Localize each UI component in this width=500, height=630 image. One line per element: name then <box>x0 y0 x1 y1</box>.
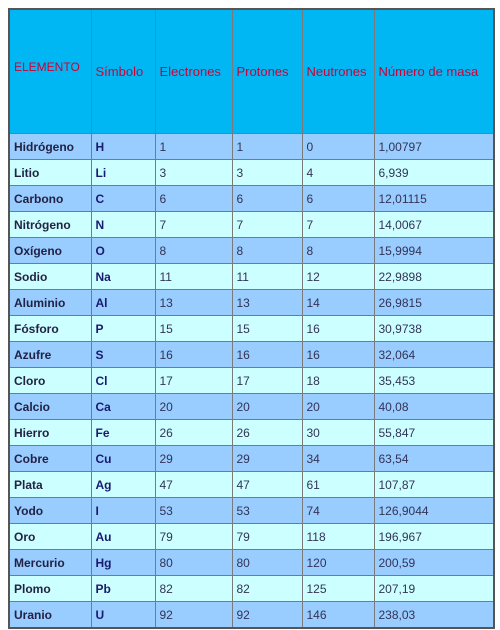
neutrons-cell: 12 <box>302 264 374 290</box>
mass-number-cell: 196,967 <box>374 524 494 550</box>
table-row <box>9 420 494 446</box>
neutrons-cell: 0 <box>302 134 374 160</box>
element-symbol-cell: Ca <box>91 394 155 420</box>
electrons-cell: 11 <box>155 264 232 290</box>
protons-cell: 6 <box>232 186 302 212</box>
table-row <box>9 290 494 316</box>
mass-number-cell: 12,01115 <box>374 186 494 212</box>
protons-cell: 1 <box>232 134 302 160</box>
protons-cell: 11 <box>232 264 302 290</box>
element-name-cell: Mercurio <box>9 550 91 576</box>
element-name-cell: Nitrógeno <box>9 212 91 238</box>
element-name-cell: Uranio <box>9 602 91 629</box>
table-row <box>9 238 494 264</box>
table-header <box>9 9 494 134</box>
element-name-cell: Calcio <box>9 394 91 420</box>
element-symbol-cell: H <box>91 134 155 160</box>
electrons-cell: 26 <box>155 420 232 446</box>
header-electrons: Electrones <box>155 9 232 134</box>
element-name-cell: Litio <box>9 160 91 186</box>
mass-number-cell: 1,00797 <box>374 134 494 160</box>
neutrons-cell: 4 <box>302 160 374 186</box>
mass-number-cell: 22,9898 <box>374 264 494 290</box>
header-mass-number: Número de masa <box>374 9 494 134</box>
electrons-cell: 82 <box>155 576 232 602</box>
electrons-cell: 80 <box>155 550 232 576</box>
element-symbol-cell: Li <box>91 160 155 186</box>
table-row <box>9 498 494 524</box>
mass-number-cell: 35,453 <box>374 368 494 394</box>
neutrons-cell: 20 <box>302 394 374 420</box>
table-row <box>9 160 494 186</box>
table-row <box>9 342 494 368</box>
table-row <box>9 446 494 472</box>
neutrons-cell: 7 <box>302 212 374 238</box>
element-name-cell: Carbono <box>9 186 91 212</box>
electrons-cell: 16 <box>155 342 232 368</box>
table-row <box>9 602 494 629</box>
neutrons-cell: 16 <box>302 342 374 368</box>
neutrons-cell: 30 <box>302 420 374 446</box>
mass-number-cell: 6,939 <box>374 160 494 186</box>
protons-cell: 20 <box>232 394 302 420</box>
protons-cell: 26 <box>232 420 302 446</box>
protons-cell: 8 <box>232 238 302 264</box>
neutrons-cell: 6 <box>302 186 374 212</box>
element-name-cell: Oro <box>9 524 91 550</box>
table-row <box>9 186 494 212</box>
neutrons-cell: 74 <box>302 498 374 524</box>
element-symbol-cell: Cl <box>91 368 155 394</box>
mass-number-cell: 126,9044 <box>374 498 494 524</box>
electrons-cell: 29 <box>155 446 232 472</box>
electrons-cell: 17 <box>155 368 232 394</box>
electrons-cell: 3 <box>155 160 232 186</box>
neutrons-cell: 8 <box>302 238 374 264</box>
neutrons-cell: 146 <box>302 602 374 629</box>
elements-table <box>8 8 495 629</box>
element-name-cell: Azufre <box>9 342 91 368</box>
electrons-cell: 13 <box>155 290 232 316</box>
protons-cell: 53 <box>232 498 302 524</box>
mass-number-cell: 14,0067 <box>374 212 494 238</box>
electrons-cell: 92 <box>155 602 232 629</box>
mass-number-cell: 207,19 <box>374 576 494 602</box>
table-row <box>9 524 494 550</box>
protons-cell: 80 <box>232 550 302 576</box>
mass-number-cell: 15,9994 <box>374 238 494 264</box>
element-symbol-cell: Ag <box>91 472 155 498</box>
table-row <box>9 394 494 420</box>
electrons-cell: 7 <box>155 212 232 238</box>
table-row <box>9 576 494 602</box>
electrons-cell: 47 <box>155 472 232 498</box>
neutrons-cell: 120 <box>302 550 374 576</box>
element-symbol-cell: Pb <box>91 576 155 602</box>
protons-cell: 13 <box>232 290 302 316</box>
element-symbol-cell: S <box>91 342 155 368</box>
element-symbol-cell: U <box>91 602 155 629</box>
element-name-cell: Fósforo <box>9 316 91 342</box>
element-symbol-cell: N <box>91 212 155 238</box>
electrons-cell: 8 <box>155 238 232 264</box>
table-row <box>9 134 494 160</box>
element-symbol-cell: Al <box>91 290 155 316</box>
element-name-cell: Sodio <box>9 264 91 290</box>
element-name-cell: Yodo <box>9 498 91 524</box>
element-name-cell: Plata <box>9 472 91 498</box>
element-symbol-cell: Au <box>91 524 155 550</box>
protons-cell: 7 <box>232 212 302 238</box>
header-neutrons: Neutrones <box>302 9 374 134</box>
protons-cell: 47 <box>232 472 302 498</box>
element-name-cell: Aluminio <box>9 290 91 316</box>
electrons-cell: 1 <box>155 134 232 160</box>
element-name-cell: Hierro <box>9 420 91 446</box>
element-name-cell: Oxígeno <box>9 238 91 264</box>
element-symbol-cell: P <box>91 316 155 342</box>
mass-number-cell: 30,9738 <box>374 316 494 342</box>
table-row <box>9 550 494 576</box>
element-symbol-cell: C <box>91 186 155 212</box>
protons-cell: 15 <box>232 316 302 342</box>
neutrons-cell: 125 <box>302 576 374 602</box>
neutrons-cell: 118 <box>302 524 374 550</box>
protons-cell: 92 <box>232 602 302 629</box>
neutrons-cell: 34 <box>302 446 374 472</box>
element-symbol-cell: Hg <box>91 550 155 576</box>
header-row <box>9 9 494 134</box>
table-row <box>9 368 494 394</box>
neutrons-cell: 61 <box>302 472 374 498</box>
element-symbol-cell: Na <box>91 264 155 290</box>
neutrons-cell: 18 <box>302 368 374 394</box>
neutrons-cell: 14 <box>302 290 374 316</box>
element-symbol-cell: Fe <box>91 420 155 446</box>
protons-cell: 16 <box>232 342 302 368</box>
protons-cell: 29 <box>232 446 302 472</box>
mass-number-cell: 26,9815 <box>374 290 494 316</box>
electrons-cell: 79 <box>155 524 232 550</box>
mass-number-cell: 32,064 <box>374 342 494 368</box>
header-protons: Protones <box>232 9 302 134</box>
header-symbol: Símbolo <box>91 9 155 134</box>
element-name-cell: Cloro <box>9 368 91 394</box>
mass-number-cell: 40,08 <box>374 394 494 420</box>
mass-number-cell: 55,847 <box>374 420 494 446</box>
electrons-cell: 53 <box>155 498 232 524</box>
mass-number-cell: 238,03 <box>374 602 494 629</box>
neutrons-cell: 16 <box>302 316 374 342</box>
electrons-cell: 20 <box>155 394 232 420</box>
mass-number-cell: 200,59 <box>374 550 494 576</box>
protons-cell: 17 <box>232 368 302 394</box>
table-row <box>9 212 494 238</box>
element-name-cell: Hidrógeno <box>9 134 91 160</box>
mass-number-cell: 107,87 <box>374 472 494 498</box>
electrons-cell: 6 <box>155 186 232 212</box>
table-row <box>9 316 494 342</box>
table-body <box>9 134 494 629</box>
element-symbol-cell: Cu <box>91 446 155 472</box>
electrons-cell: 15 <box>155 316 232 342</box>
mass-number-cell: 63,54 <box>374 446 494 472</box>
protons-cell: 79 <box>232 524 302 550</box>
table-row <box>9 472 494 498</box>
protons-cell: 3 <box>232 160 302 186</box>
element-name-cell: Plomo <box>9 576 91 602</box>
element-symbol-cell: O <box>91 238 155 264</box>
protons-cell: 82 <box>232 576 302 602</box>
header-element: ELEMENTO <box>9 9 91 134</box>
element-name-cell: Cobre <box>9 446 91 472</box>
element-symbol-cell: I <box>91 498 155 524</box>
table-row <box>9 264 494 290</box>
